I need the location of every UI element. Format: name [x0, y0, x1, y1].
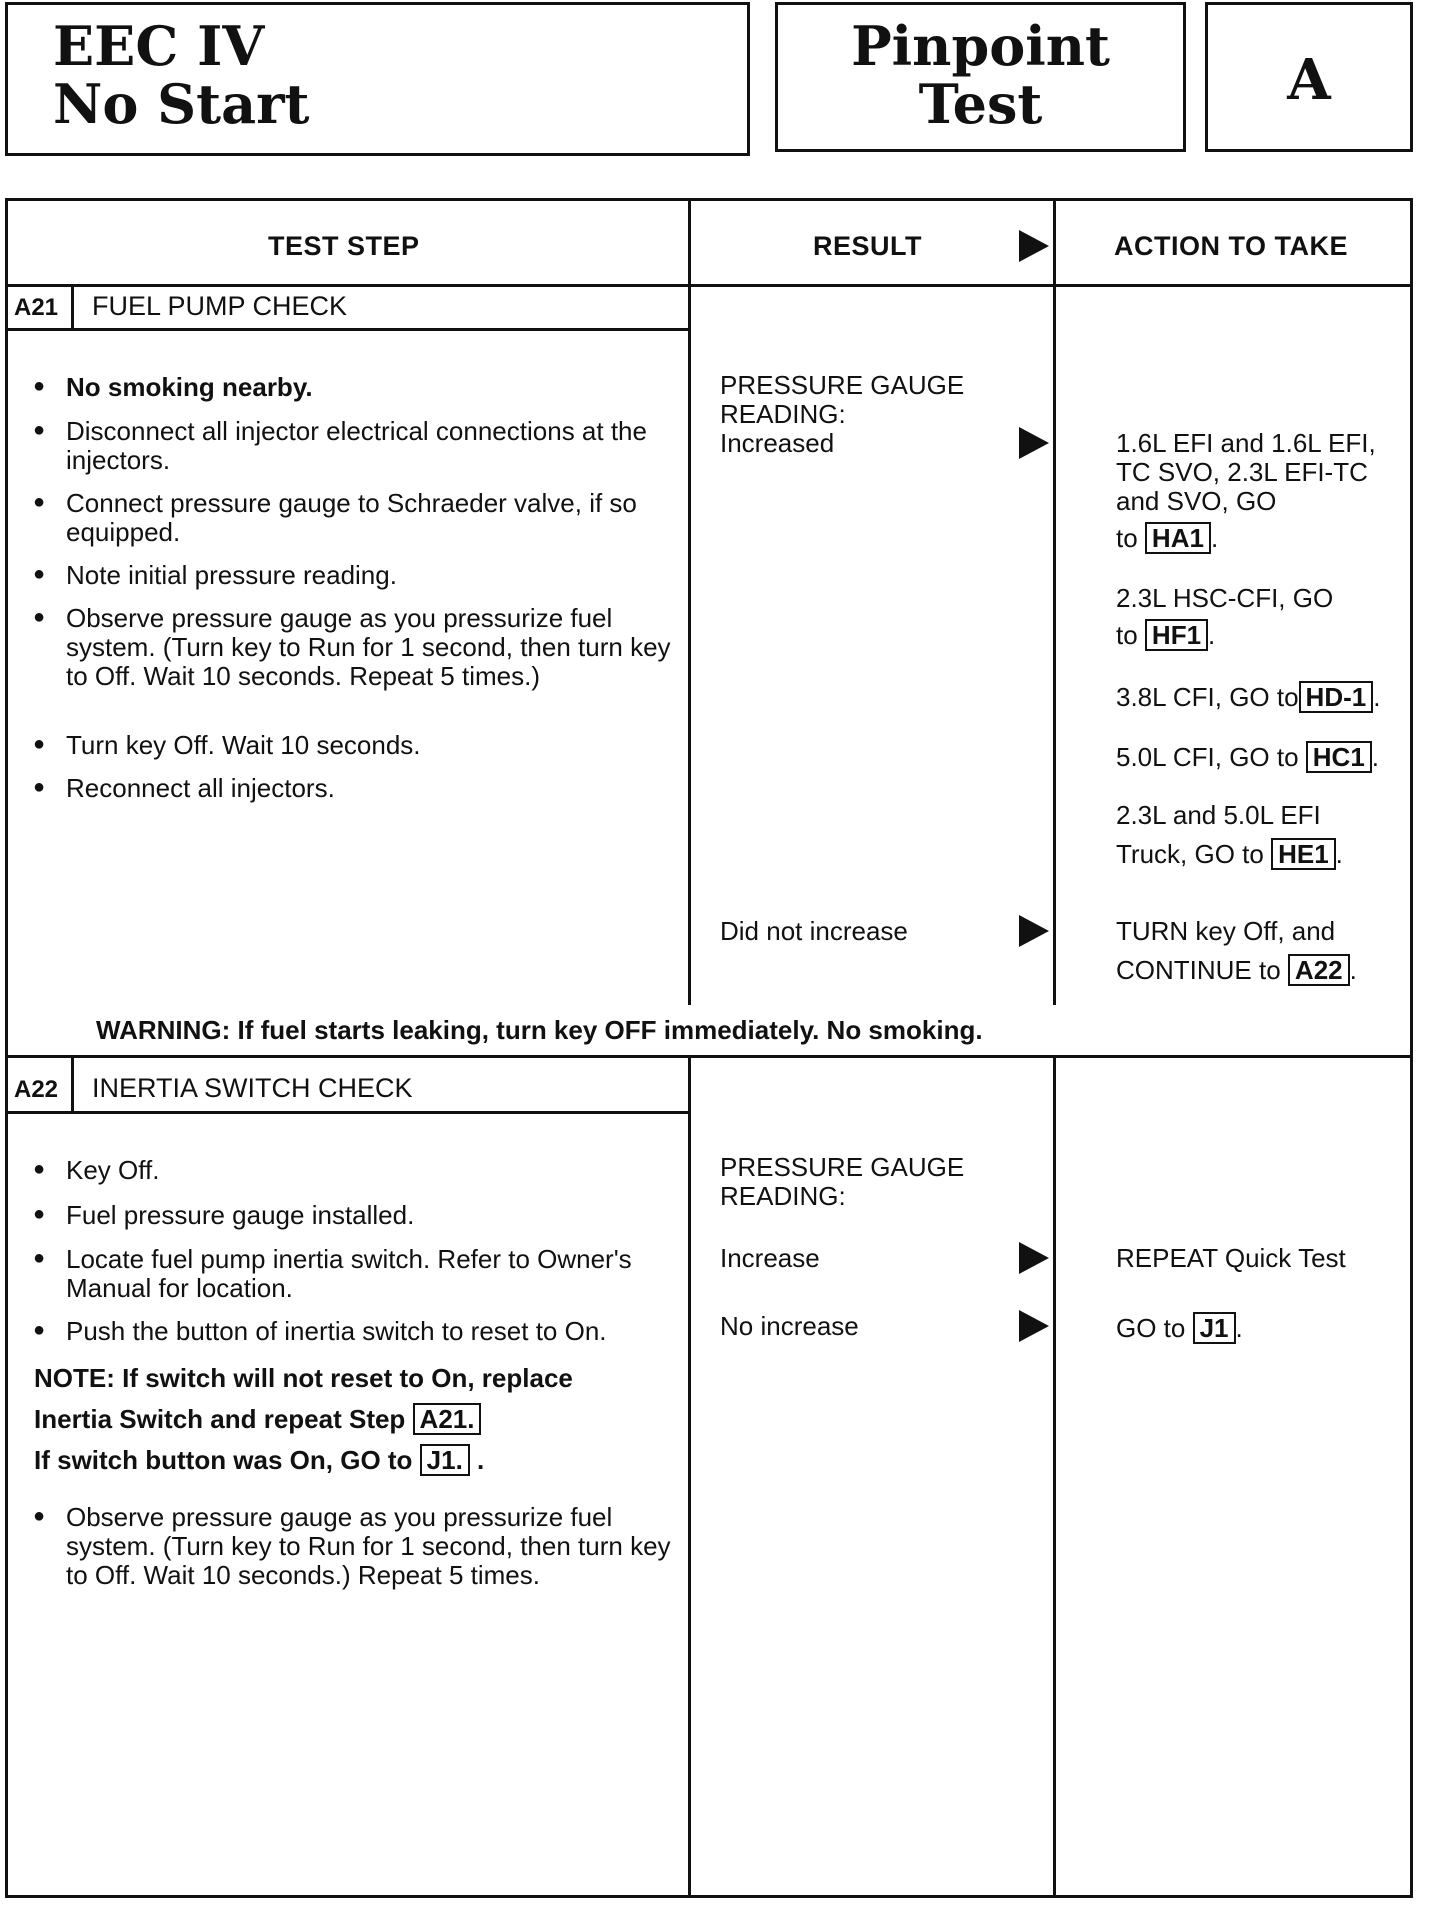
- a21-bullet: ● Disconnect all injector electrical connections at the injectors.: [66, 417, 666, 475]
- ref-hf1: HF1: [1145, 619, 1208, 651]
- letter-box: [1205, 2, 1413, 152]
- a22-step-title: INERTIA SWITCH CHECK: [92, 1073, 413, 1103]
- a22-title-underline: [8, 1111, 688, 1114]
- a21-id-divider: [71, 284, 74, 328]
- ref-j1: J1: [1193, 1312, 1236, 1344]
- ref-ha1: HA1: [1145, 522, 1211, 554]
- a22-step-id: A22: [14, 1076, 59, 1103]
- warning-text: WARNING: If fuel starts leaking, turn key OFF immediately. No smoking.: [96, 1015, 983, 1045]
- a22-bullet: ● Observe pressure gauge as you pressurize fuel system. (Turn key to Run for 1 second, then turn key to Off. Wait 10 seconds.) Repeat 5 times.: [66, 1503, 678, 1590]
- a21-action-4: 5.0L CFI, GO to HC1 .: [1116, 742, 1380, 772]
- pinpoint-title: Pinpoint Test: [851, 14, 1110, 136]
- a21-step-id: A21: [14, 294, 59, 321]
- header-divider: [8, 284, 1410, 287]
- ref-hc1: HC1: [1306, 741, 1372, 773]
- pinpoint-box: [775, 2, 1186, 152]
- a21-action-6: TURN key Off, and CONTINUE to A22 .: [1116, 916, 1357, 985]
- col-header-action: ACTION TO TAKE: [1114, 231, 1348, 261]
- arrow-icon: [1019, 1242, 1049, 1274]
- a21-bullet: ● Note initial pressure reading.: [66, 561, 666, 590]
- a21-bullet: ● Observe pressure gauge as you pressurize fuel system. (Turn key to Run for 1 second, then turn key to Off. Wait 10 seconds. Repeat 5 times.): [66, 604, 671, 691]
- ref-j1-note: J1.: [420, 1444, 470, 1476]
- arrow-icon: [1019, 915, 1049, 947]
- arrow-icon: [1019, 1310, 1049, 1342]
- a21-result-heading: PRESSURE GAUGE READING:: [720, 370, 965, 429]
- a22-result-no-increase: No increase: [720, 1311, 859, 1341]
- test-letter: A: [1287, 47, 1331, 113]
- a21-bullet: ● Turn key Off. Wait 10 seconds.: [66, 731, 666, 760]
- a21-step-title: FUEL PUMP CHECK: [92, 291, 348, 321]
- title-box: [5, 2, 750, 156]
- ref-a22: A22: [1288, 954, 1350, 986]
- a21-title-underline: [8, 328, 688, 331]
- a22-bullet: ● Push the button of inertia switch to reset to On.: [66, 1317, 686, 1346]
- a22-result-increase: Increase: [720, 1243, 820, 1273]
- a21-action-1: 1.6L EFI and 1.6L EFI, TC SVO, 2.3L EFI-TC and SVO, GO to HA1 .: [1116, 428, 1376, 553]
- a22-bullet: ● Key Off.: [66, 1156, 666, 1185]
- a21-bullet: ● No smoking nearby.: [66, 373, 666, 402]
- a21-result-increased: Increased: [720, 428, 835, 458]
- a21-action-2: 2.3L HSC-CFI, GO to HF1 .: [1116, 583, 1334, 650]
- a21-bullet: ● Connect pressure gauge to Schraeder valve, if so equipped.: [66, 489, 666, 547]
- test-table: [5, 198, 1413, 1898]
- a22-bullet: ● Locate fuel pump inertia switch. Refer to Owner's Manual for location.: [66, 1245, 666, 1303]
- a22-result-heading: PRESSURE GAUGE READING:: [720, 1152, 965, 1211]
- ref-hd1: HD-1: [1299, 681, 1374, 713]
- arrow-icon: [1019, 427, 1049, 459]
- a22-note: NOTE: If switch will not reset to On, replace Inertia Switch and repeat Step A21. If switch button was On, GO to J1. .: [34, 1363, 573, 1475]
- section-divider: [8, 1055, 1410, 1058]
- ref-he1: HE1: [1271, 838, 1336, 870]
- a21-bullet: ● Reconnect all injectors.: [66, 774, 666, 803]
- page-title: EEC IV No Start: [53, 14, 310, 136]
- a21-action-3: 3.8L CFI, GO to HD-1 .: [1116, 682, 1381, 712]
- a22-action-no-increase: GO to J1 .: [1116, 1313, 1243, 1343]
- a21-result-not-increased: Did not increase: [720, 916, 908, 946]
- result-arrow-icon: [1019, 230, 1049, 262]
- a22-action-increase: REPEAT Quick Test: [1116, 1243, 1346, 1273]
- ref-a21: A21.: [413, 1403, 482, 1435]
- a22-id-divider: [71, 1057, 74, 1111]
- col-header-test-step: TEST STEP: [268, 231, 420, 261]
- a22-bullet: ● Fuel pressure gauge installed.: [66, 1201, 666, 1230]
- a21-action-5: 2.3L and 5.0L EFI Truck, GO to HE1 .: [1116, 800, 1343, 869]
- col-header-result: RESULT: [813, 231, 922, 261]
